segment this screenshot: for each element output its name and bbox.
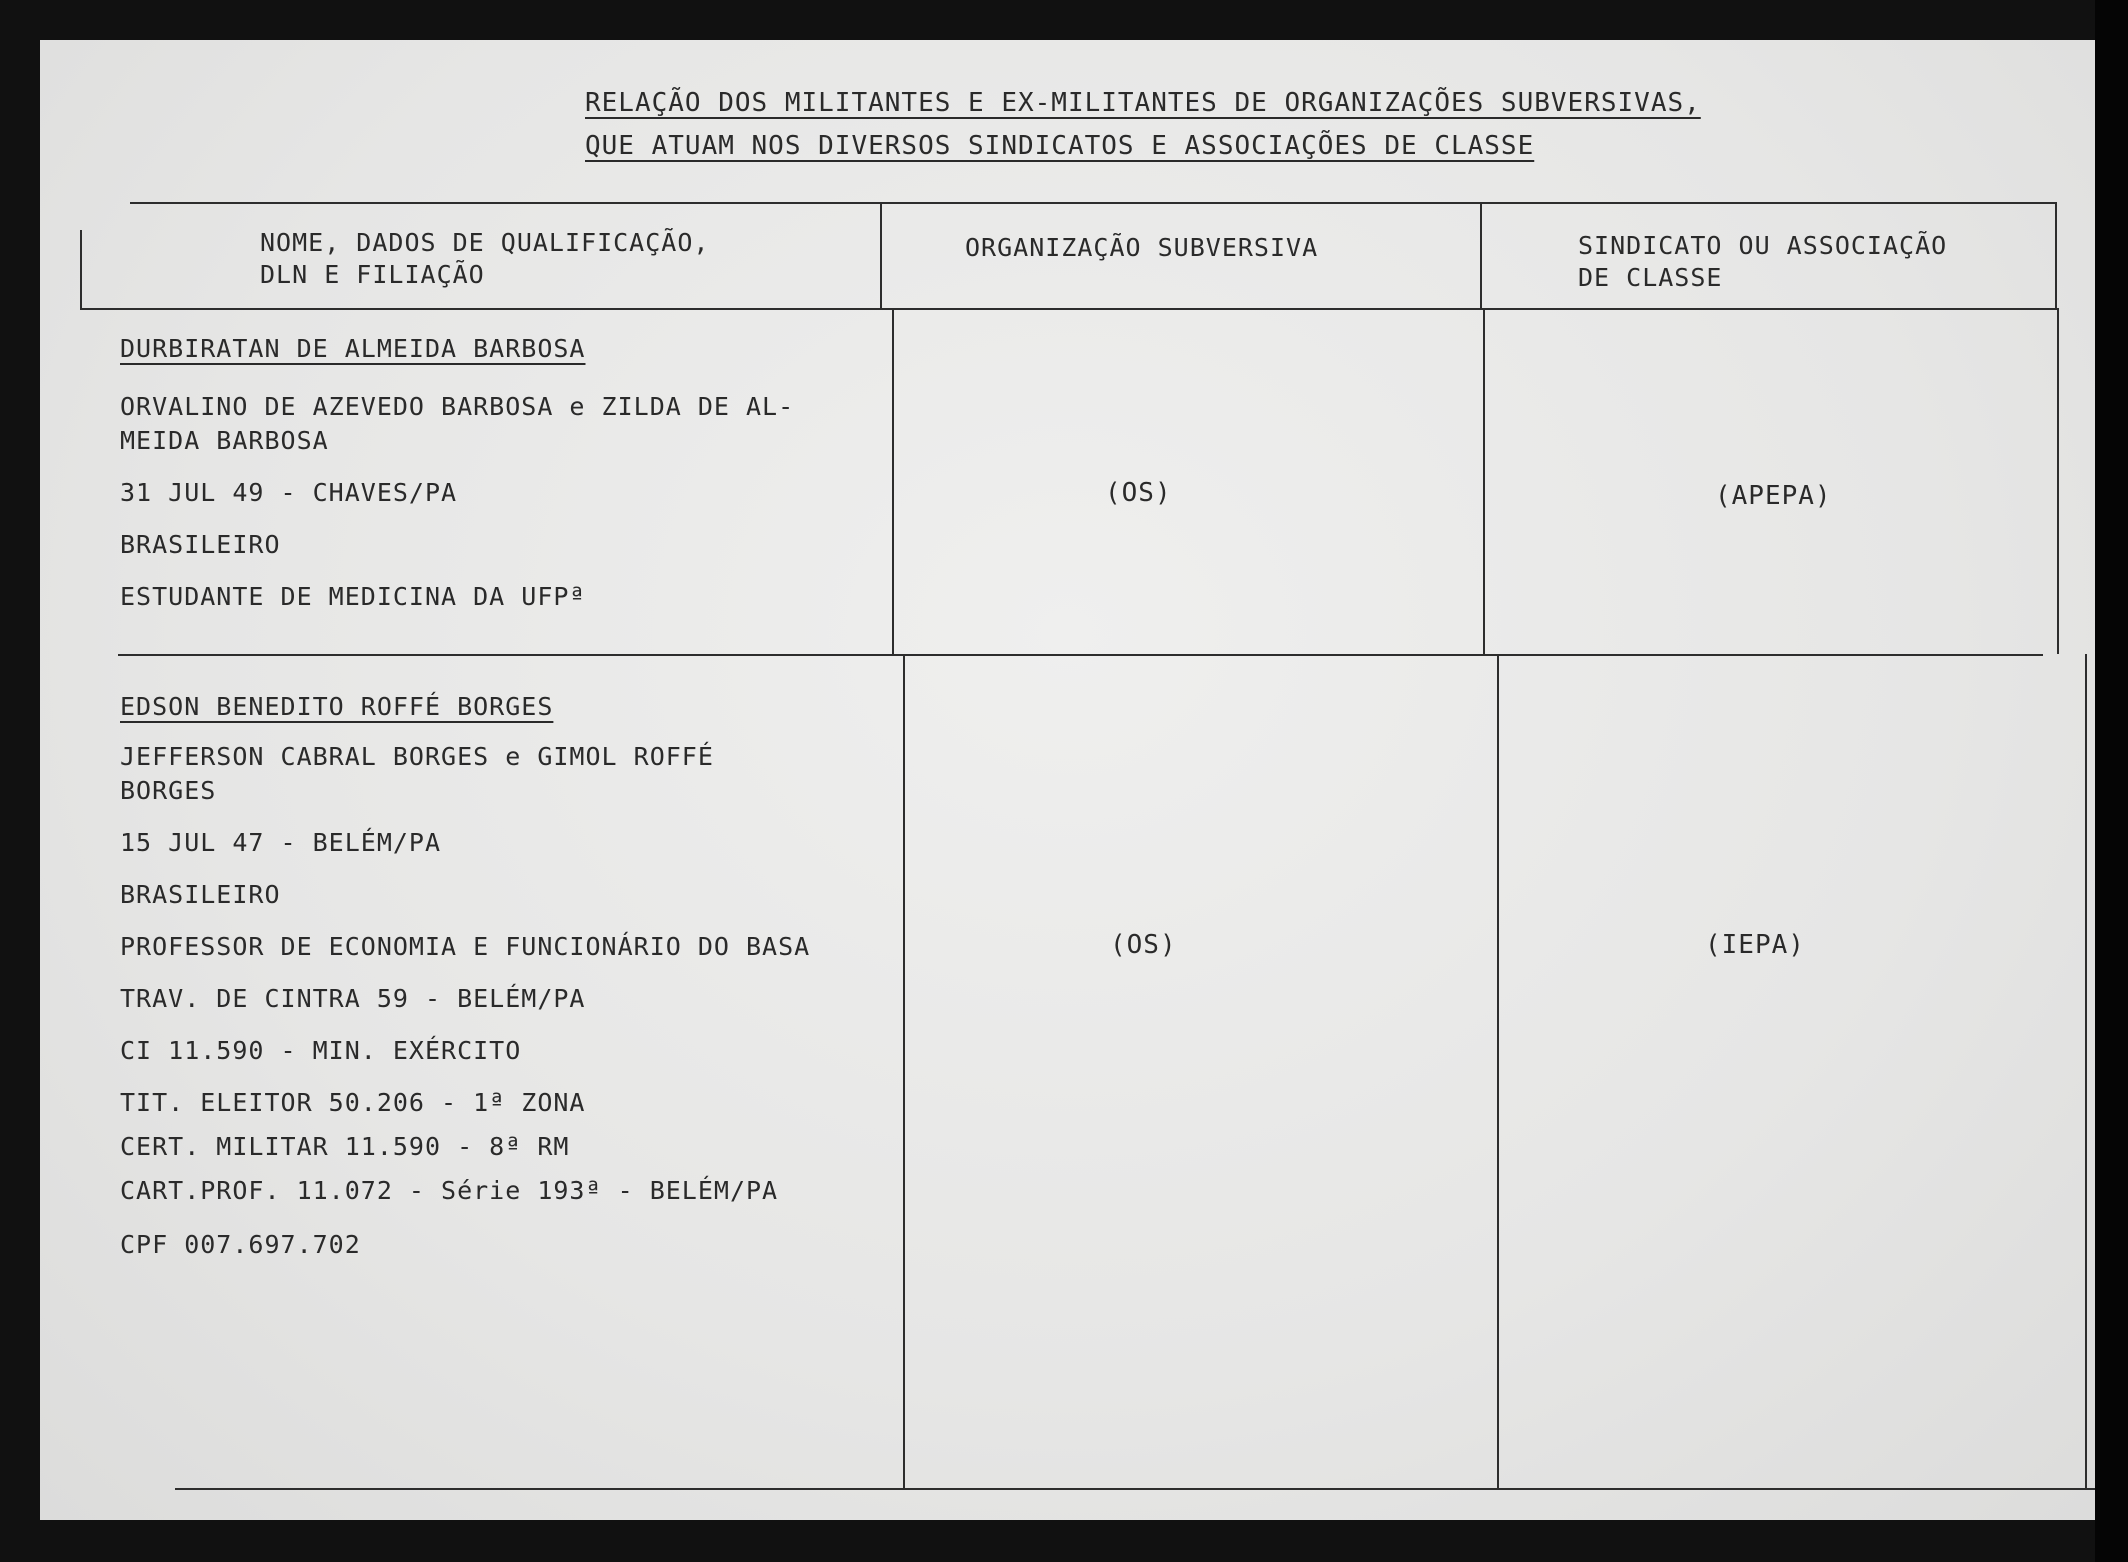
nationality: BRASILEIRO	[120, 530, 281, 559]
address: TRAV. DE CINTRA 59 - BELÉM/PA	[120, 984, 586, 1013]
voter-id: TIT. ELEITOR 50.206 - 1ª ZONA	[120, 1088, 586, 1117]
document-title	[585, 82, 1701, 168]
table-top-border	[130, 202, 2055, 204]
row2-right-border	[2085, 654, 2087, 1488]
occupation: ESTUDANTE DE MEDICINA DA UFPª	[120, 582, 586, 611]
cpf-number: CPF 007.697.702	[120, 1230, 361, 1259]
header-col-1	[260, 227, 709, 291]
row2-divider-2	[1497, 654, 1499, 1488]
row2-divider-1	[903, 654, 905, 1488]
header-col-1-line-1: NOME, DADOS DE QUALIFICAÇÃO,	[260, 228, 710, 257]
row1-right-border	[2057, 308, 2059, 654]
title-line-1: RELAÇÃO DOS MILITANTES E EX-MILITANTES DE ORGANIZAÇÕES SUBVERSIVAS,	[585, 88, 1701, 118]
filiation-line-1: JEFFERSON CABRAL BORGES e GIMOL ROFFÉ	[120, 742, 714, 771]
birth-info: 15 JUL 47 - BELÉM/PA	[120, 828, 442, 857]
header-col-3	[1578, 230, 1947, 294]
header-divider-2	[1480, 202, 1482, 309]
row1-divider-2	[1483, 308, 1485, 654]
table-left-border	[80, 230, 82, 308]
header-col-1-line-2: DLN E FILIAÇÃO	[260, 260, 485, 289]
occupation: PROFESSOR DE ECONOMIA E FUNCIONÁRIO DO BASA	[120, 932, 811, 961]
header-col-2: ORGANIZAÇÃO SUBVERSIVA	[965, 233, 1319, 262]
header-right-border	[2055, 202, 2057, 309]
header-col-3-line-1: SINDICATO OU ASSOCIAÇÃO	[1578, 231, 1948, 260]
filiation-line-1: ORVALINO DE AZEVEDO BARBOSA e ZILDA DE AL-	[120, 392, 795, 421]
work-card: CART.PROF. 11.072 - Série 193ª - BELÉM/PA	[120, 1176, 779, 1205]
association-value: (IEPA)	[1705, 930, 1805, 960]
identity-card: CI 11.590 - MIN. EXÉRCITO	[120, 1036, 522, 1065]
person-name: DURBIRATAN DE ALMEIDA BARBOSA	[120, 334, 586, 363]
person-name: EDSON BENEDITO ROFFÉ BORGES	[120, 692, 554, 721]
filiation-line-2: MEIDA BARBOSA	[120, 426, 329, 455]
organization-value: (OS)	[1110, 930, 1177, 960]
association-value: (APEPA)	[1715, 481, 1832, 511]
header-col-3-line-2: DE CLASSE	[1578, 263, 1723, 292]
filiation-line-2: BORGES	[120, 776, 217, 805]
scan-border	[2095, 0, 2128, 1562]
header-divider-1	[880, 202, 882, 309]
header-bottom-border	[80, 308, 2057, 310]
birth-info: 31 JUL 49 - CHAVES/PA	[120, 478, 458, 507]
row1-divider-1	[892, 308, 894, 654]
row-divider	[118, 654, 2043, 656]
table-bottom-border	[175, 1488, 2095, 1490]
military-certificate: CERT. MILITAR 11.590 - 8ª RM	[120, 1132, 570, 1161]
organization-value: (OS)	[1105, 478, 1172, 508]
title-line-2: QUE ATUAM NOS DIVERSOS SINDICATOS E ASSOCIAÇÕES DE CLASSE	[585, 131, 1535, 161]
nationality: BRASILEIRO	[120, 880, 281, 909]
